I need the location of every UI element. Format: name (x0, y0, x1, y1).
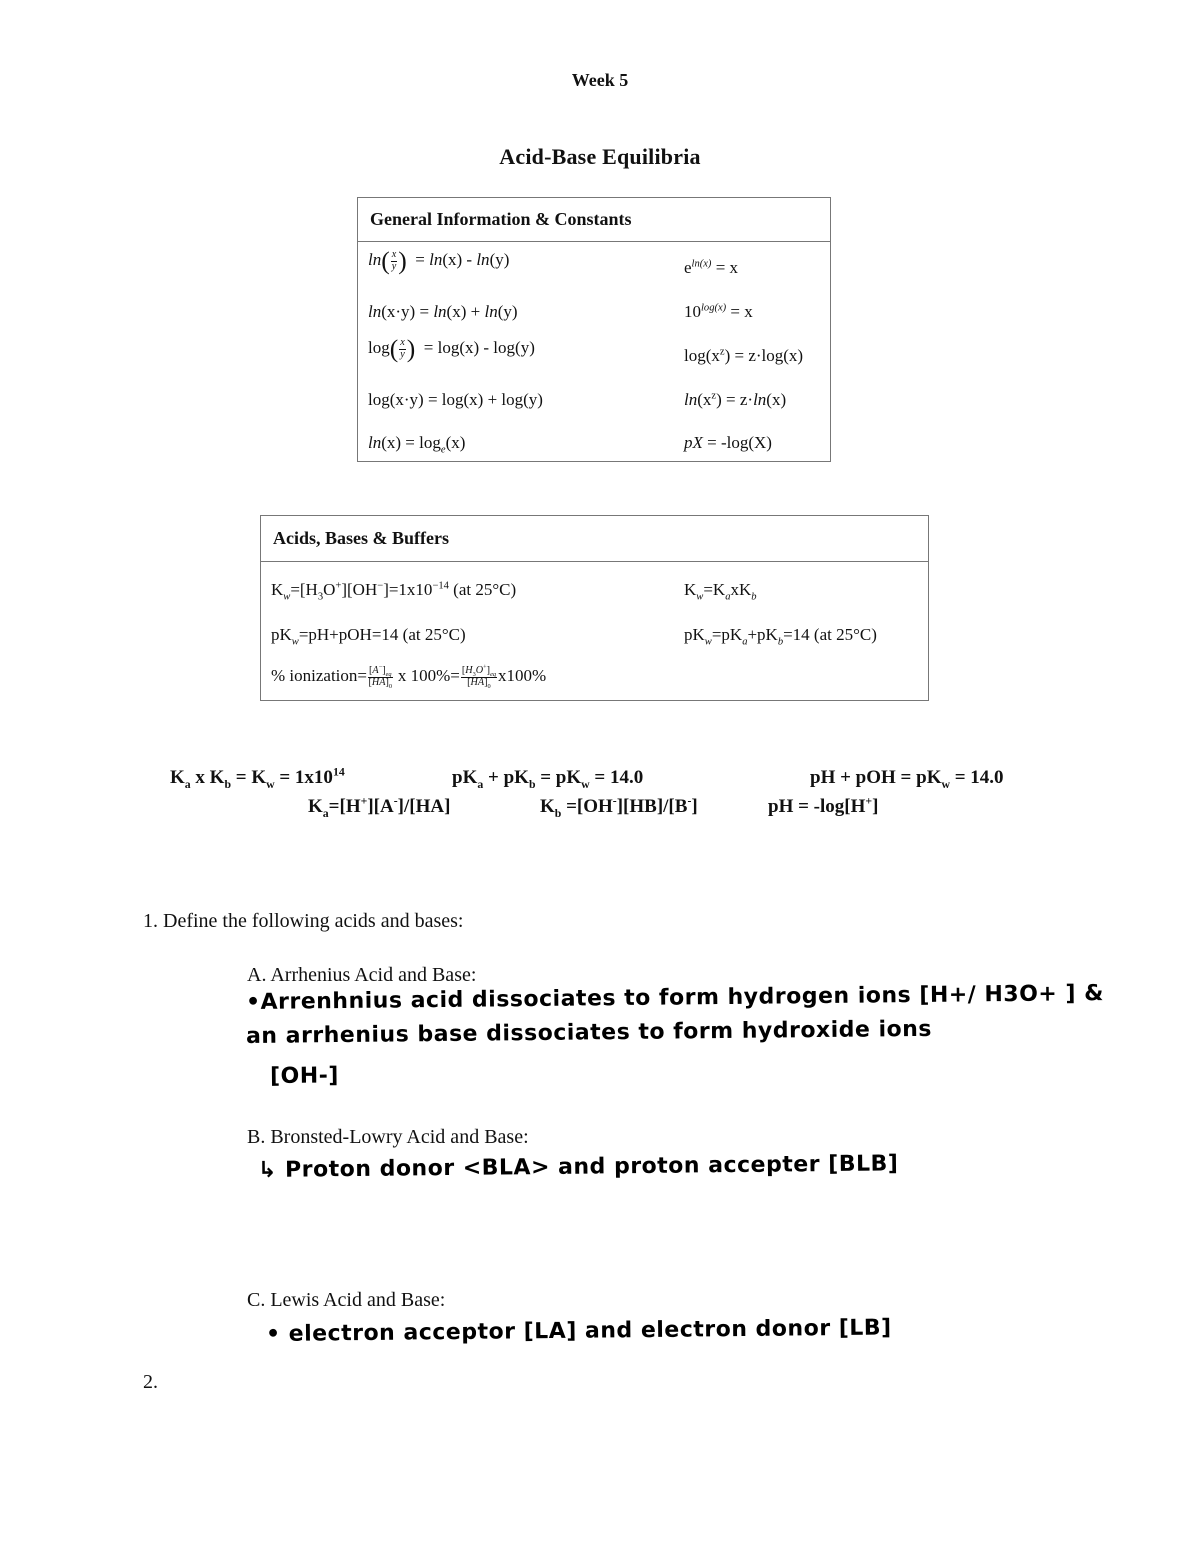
answer-b-line-1: ↳ Proton donor <BLA> and proton accepter [BLB] (257, 1151, 899, 1183)
page-title: Acid-Base Equilibria (499, 144, 701, 169)
formula-px: pX = -log(X) (684, 433, 772, 452)
equation-pka-pkb: $pK_a + pK_b = pK_w = 14.0$ (452, 767, 644, 791)
formula-log-quotient: log( $\frac{x}{y}$ ) = log(x) - log(y) (368, 334, 535, 363)
formula-ln-loge: $\ln(x) = \log_e(x)$ (368, 433, 466, 456)
formula-pkw-pka-pkb: $pK_w=pK_a+pK_b=14$ (at 25°C) (684, 625, 877, 648)
general-constants-table (357, 197, 831, 462)
formula-ln-quotient: ln( $\frac{x}{y}$ ) = ln(x) - ln(y) (368, 246, 510, 275)
question-2-prompt: 2. (143, 1371, 158, 1393)
answer-a-line-3: [OH-] (269, 1063, 339, 1089)
formula-ln-power: $\ln(x^z) = z\cdot\ln(x)$ (684, 390, 787, 409)
part-b-label: B. Bronsted-Lowry Acid and Base: (247, 1126, 529, 1148)
formula-ten-log: $10^{log(x)} = x$ (684, 302, 753, 321)
acids-bases-table (260, 515, 929, 701)
formula-pkw-ph-poh: $pK_w=pH+pOH=14$ (at 25°C) (271, 625, 466, 648)
equation-ka-kb-kw: $K_a$ x $K_b = K_w = 1x10^{14}$ (170, 765, 345, 791)
answer-a-line-1: •Arrenhnius acid dissociates to form hydrogen ions [H+/ H3O+ ] & (245, 981, 1104, 1015)
equation-ph-poh: pH + pOH = $pK_w = 14.0$ (810, 767, 1004, 791)
question-1-prompt: 1. Define the following acids and bases: (143, 910, 464, 932)
equation-ka-definition: $K_a=[H^+][A^-]/[HA]$ (308, 794, 451, 820)
part-c-label: C. Lewis Acid and Base: (247, 1289, 446, 1311)
acids-bases-heading: Acids, Bases & Buffers (261, 516, 928, 562)
part-a-label: A. Arrhenius Acid and Base: (247, 964, 477, 986)
formula-percent-ionization: % ionization= $\frac{[A^-]_{eq}}{[HA]_0}$ x 100%= $\frac{[H_3O^+]_{eq}}{[HA]_0}$ x100% (271, 663, 547, 690)
answer-c-line-1: • electron acceptor [LA] and electron donor [LB] (265, 1315, 892, 1347)
formula-e-ln: $e^{ln(x)} = x$ (684, 258, 739, 277)
formula-log-product: log(x·y) = log(x) + log(y) (368, 390, 543, 409)
equation-kb-definition: $K_b =[OH^-][HB]/[B^-]$ (540, 794, 698, 820)
formula-log-power: $\log(x^z) = z\cdot\log(x)$ (684, 346, 804, 365)
equation-ph-definition: pH = -log[H+] (768, 794, 879, 817)
answer-a-line-2: an arrhenius base dissociates to form hydroxide ions (245, 1016, 933, 1049)
formula-ln-product: ln(x·y) = ln(x) + ln(y) (368, 302, 518, 321)
formula-kw-ion-product: $K_w=[H_3O^+][OH^-]=1x10^{-14}$ (at 25°C) (271, 580, 517, 603)
week-label: Week 5 (571, 70, 629, 90)
general-constants-heading: General Information & Constants (358, 198, 830, 242)
formula-kw-ka-kb: $K_w=K_axK_b$ (684, 580, 757, 603)
